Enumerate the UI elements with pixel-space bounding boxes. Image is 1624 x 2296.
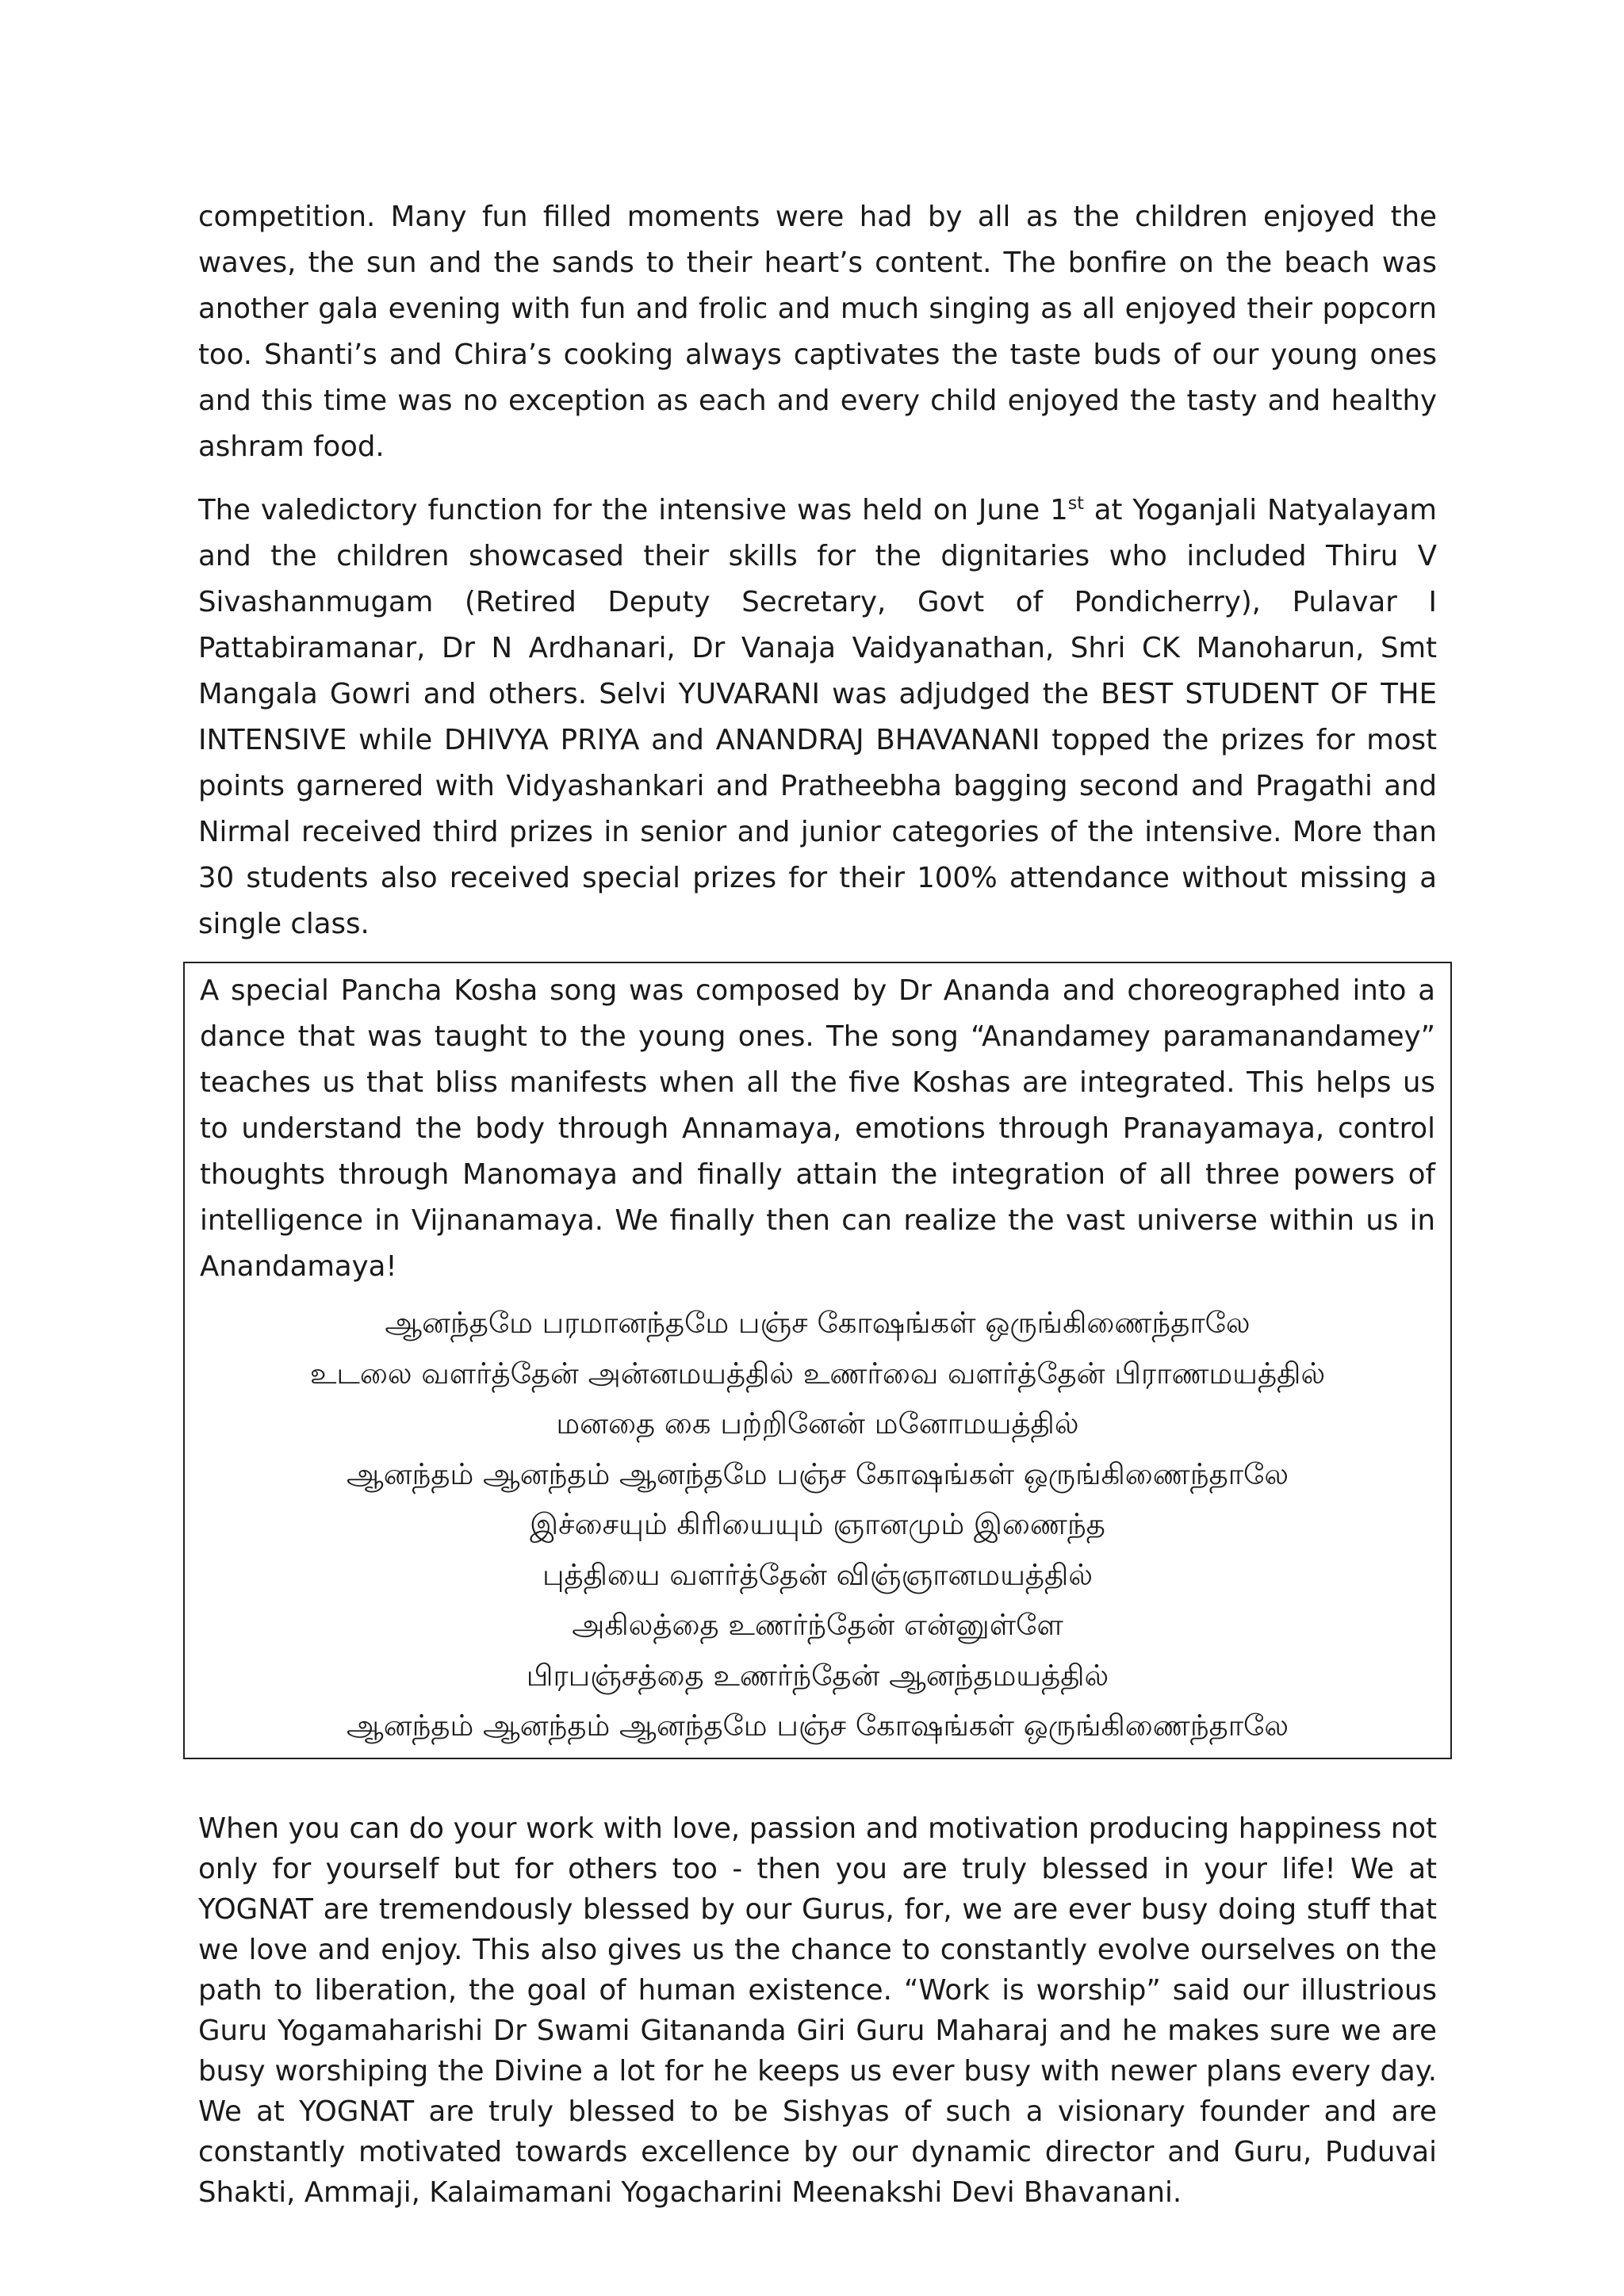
paragraph-work-is-worship: When you can do your work with love, passion and motivation producing happiness not only for yourself but for others too - then you are truly blessed in your life! We at YOGNAT are tremendously blessed by our Gurus, for, we are ever busy doing stuff that we love and enjoy. This also gives us the chance to constantly evolve ourselves on the path to liberation, the goal of human existence. “Work is worship” said our illustrious Guru Yogamaharishi Dr Swami Gitananda Giri Guru Maharaj and he makes sure we are busy worshiping the Divine a lot for he keeps us ever busy with newer plans every day. We at YOGNAT are truly blessed to be Sishyas of such a visionary founder and are constantly motivated towards excellence by our dynamic director and Guru, Puduvai Shakti, Ammaji, Kalaimamani Yogacharini Meenakshi Devi Bhavanani. [198,1812,1437,2209]
song-line: ஆனந்தமே பரமானந்தமே பஞ்ச கோஷங்கள் ஒருங்கிணைந்தாலே [385,1306,1251,1340]
song-line: உடலை வளர்த்தேன் அன்னமயத்தில் உணர்வை வளர்த்தேன் பிராணமயத்தில் [309,1356,1326,1391]
song-description: A special Pancha Kosha song was composed by Dr Ananda and choreographed into a dance that was taught to the young ones. The song “Anandamey paramanandamey” teaches us that bliss manifests when all the five Koshas are integrated. This helps us to understand the body through Annamaya, emotions through Pranayamaya, control thoughts through Manomaya and finally attain the integration of all three powers of intelligence in Vijnanamaya. We finally then can realize the vast universe within us in Anandamaya! [200,974,1435,1283]
paragraph-valedictory [198,488,1437,947]
song-line: இச்சையும் கிரியையும் ஞானமும் இணைந்த [530,1507,1105,1541]
song-line: புத்தியை வளர்த்தேன் விஞ்ஞானமயத்தில் [542,1557,1094,1592]
song-line: அகிலத்தை உணர்ந்தேன் என்னுள்ளே [572,1608,1063,1642]
song-line: ஆனந்தம் ஆனந்தம் ஆனந்தமே பஞ்ச கோஷங்கள் ஒருங்கிணைந்தாலே [346,1456,1289,1491]
document-page [198,194,1437,2213]
paragraph-beach-camp: competition. Many fun filled moments were had by all as the children enjoyed the waves, the sun and the sands to their heart’s content. The bonfire on the beach was another gala evening with fun and frolic and much singing as all enjoyed their popcorn too. Shanti’s and Chira’s cooking always captivates the taste buds of our young ones and this time was no exception as each and every child enjoyed the tasty and healthy ashram food. [198,201,1437,463]
tamil-song-lyrics [200,1298,1435,1751]
ordinal-suffix: st [1067,494,1084,515]
song-line: மனதை கை பற்றினேன் மனோமயத்தில் [556,1406,1079,1441]
paragraph-valedictory-start: The valedictory function for the intensive was held on June 1 [198,494,1068,526]
pancha-kosha-song-box [183,962,1452,1759]
song-line: பிரபஞ்சத்தை உணர்ந்தேன் ஆனந்தமயத்தில் [526,1658,1109,1693]
song-line: ஆனந்தம் ஆனந்தம் ஆனந்தமே பஞ்ச கோஷங்கள் ஒருங்கிணைந்தாலே [346,1709,1289,1743]
paragraph-valedictory-rest: at Yoganjali Natyalayam and the children showcased their skills for the dignitaries who included Thiru V Sivashanmugam (Retired Deputy Secretary, Govt of Pondicherry), Pulavar I Pattabiramanar, Dr N Ardhanari, Dr Vanaja Vaidyanathan, Shri CK Manoharun, Smt Mangala Gowri and others. Selvi YUVARANI was adjudged the BEST STUDENT OF THE INTENSIVE while DHIVYA PRIYA and ANANDRAJ BHAVANANI topped the prizes for most points garnered with Vidyashankari and Pratheebha bagging second and Pragathi and Nirmal received third prizes in senior and junior categories of the intensive. More than 30 students also received special prizes for their 100% attendance without missing a single class. [198,494,1437,940]
